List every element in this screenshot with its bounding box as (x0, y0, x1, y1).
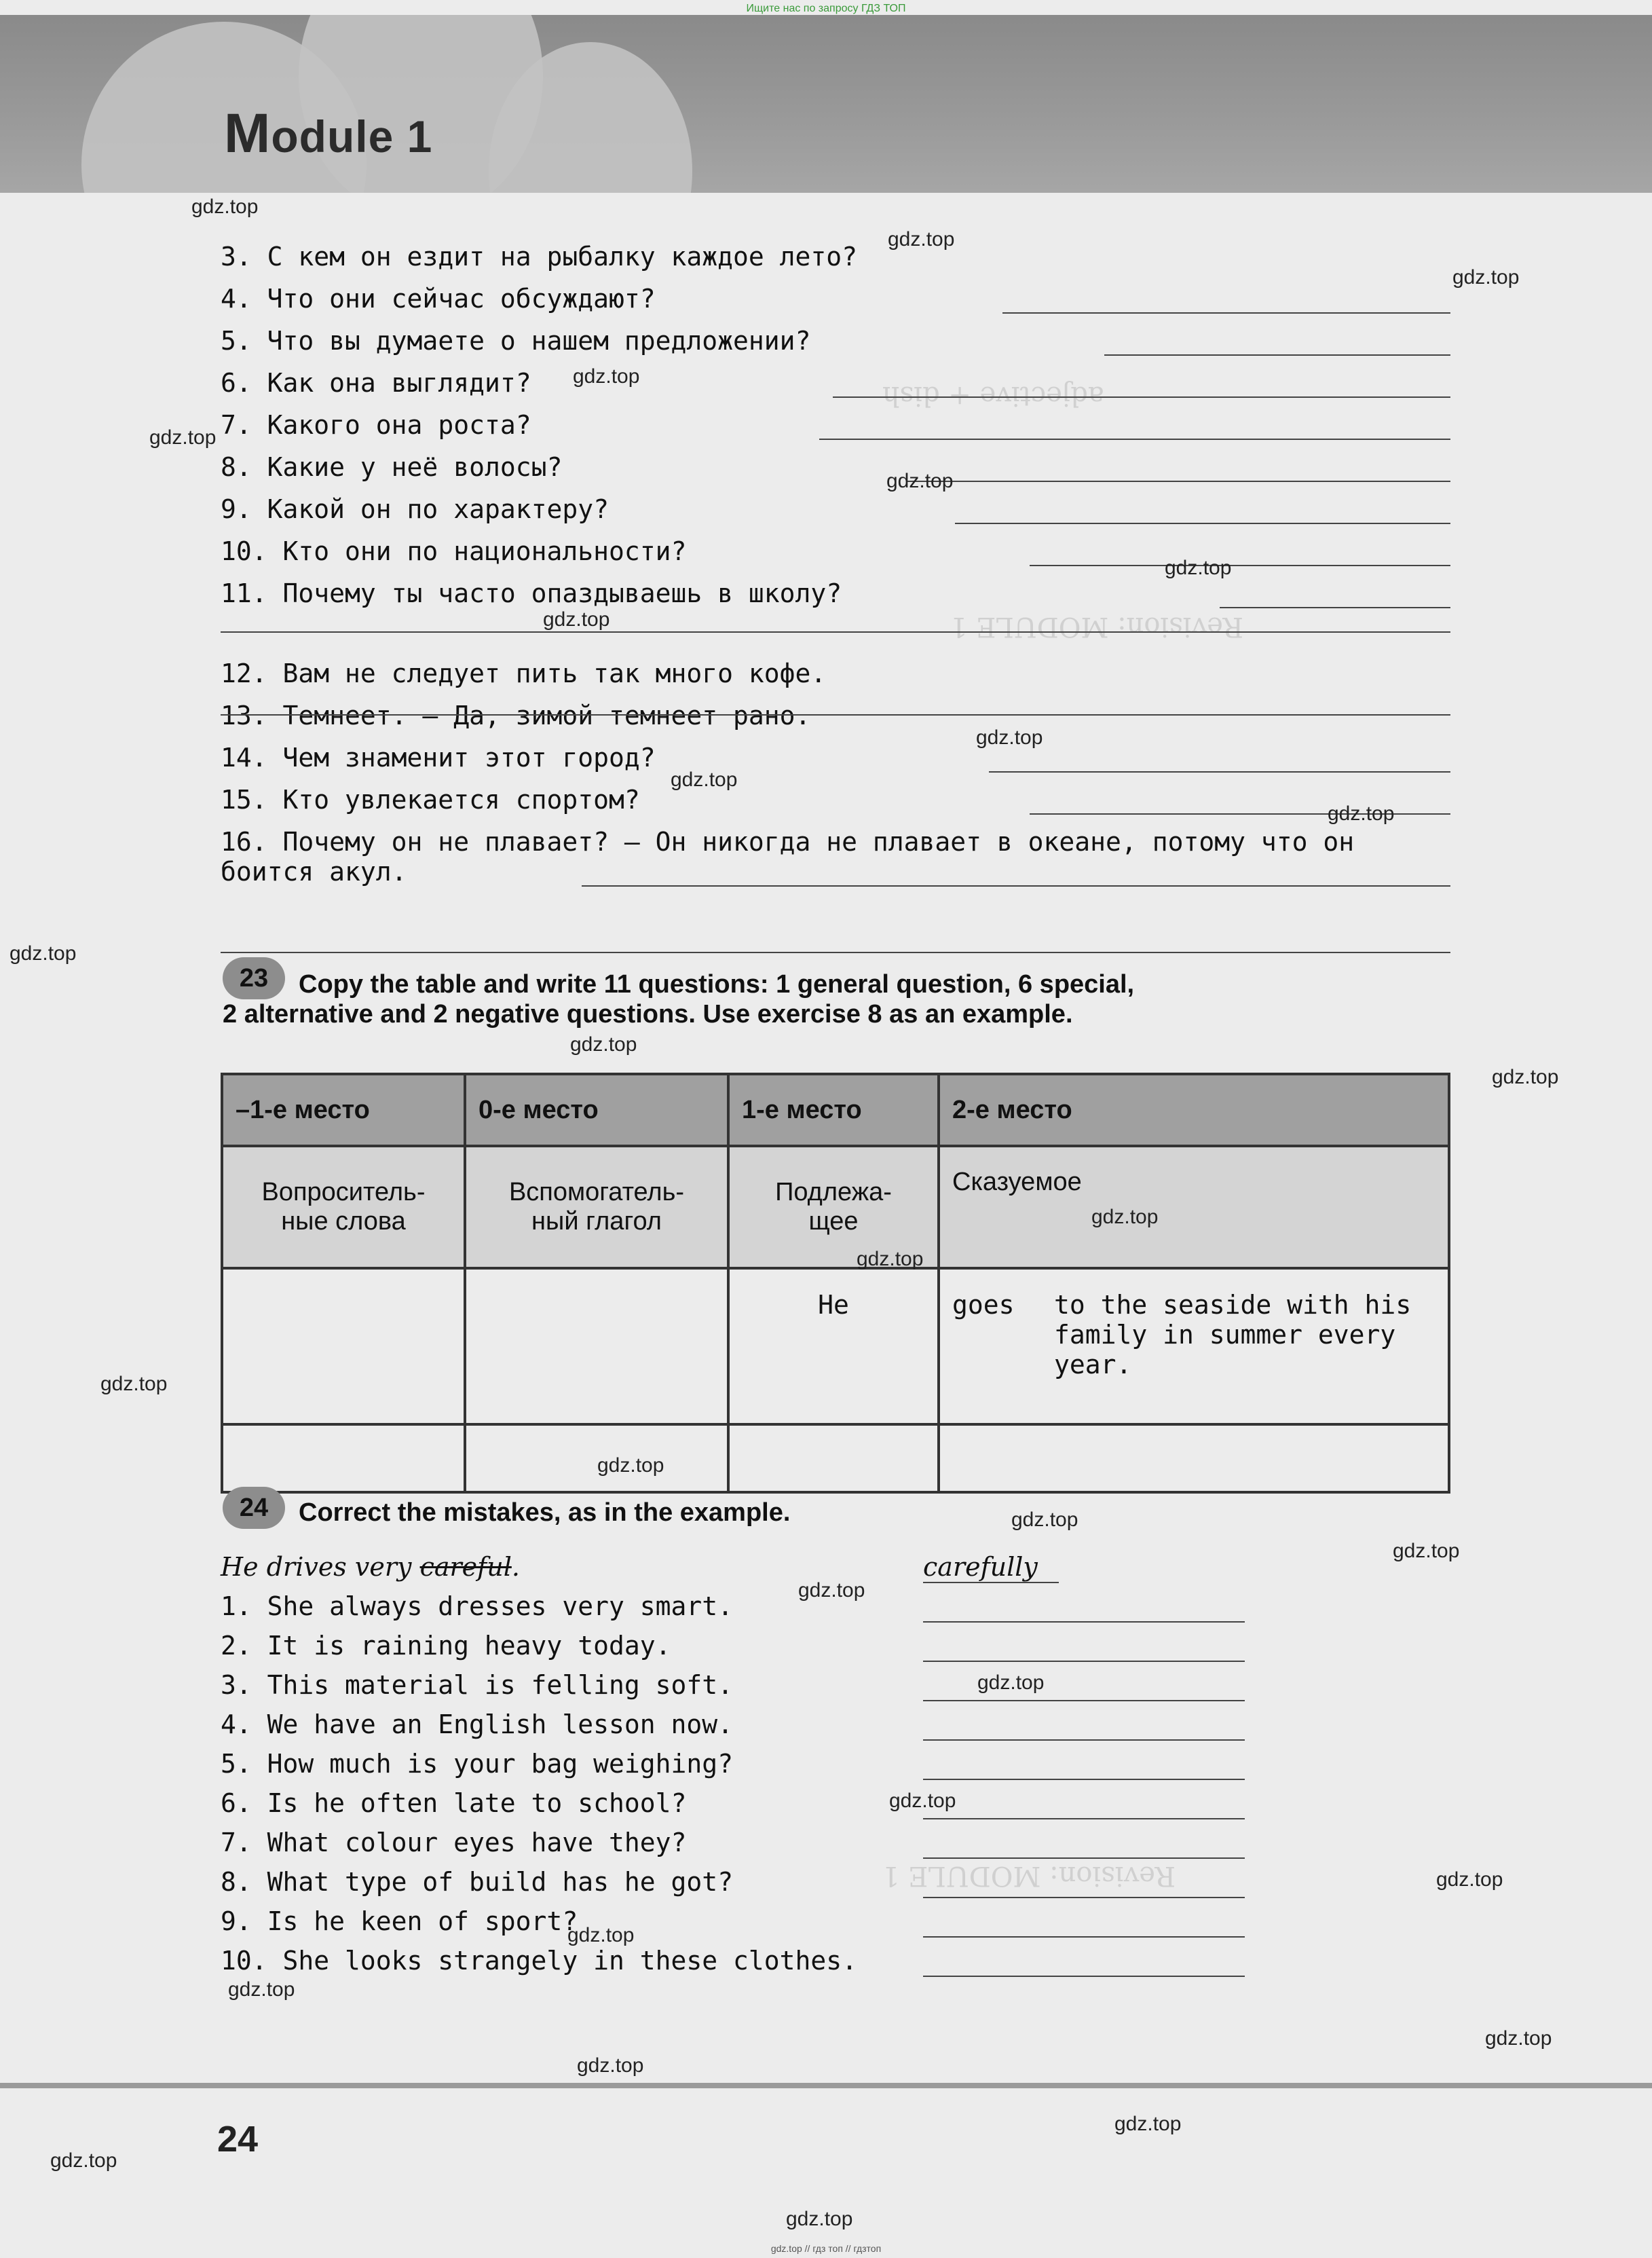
exercise-item: 2. It is raining heavy today. (221, 1631, 671, 1661)
question-number: 8. (221, 452, 252, 482)
footer-bar (0, 2083, 1652, 2088)
question-text: Как она выглядит? (267, 368, 531, 398)
question-number: 5. (221, 326, 252, 356)
watermark-text: gdz.top (149, 426, 217, 449)
watermark-text: gdz.top (1091, 1206, 1159, 1228)
question-table (221, 1073, 1450, 1494)
watermark-text: gdz.top (191, 196, 259, 218)
answer-line[interactable] (923, 1857, 1245, 1859)
table-header-row (222, 1074, 1449, 1146)
watermark-text: gdz.top (786, 2208, 853, 2230)
question-text: Что вы думаете о нашем предложении? (267, 326, 811, 356)
question-line (221, 743, 656, 773)
question-line (221, 785, 640, 815)
table-cell (222, 1424, 465, 1492)
table-cell (728, 1424, 939, 1492)
table-cell: Вспомогатель- ный глагол (465, 1146, 728, 1268)
question-line (221, 326, 810, 356)
question-line (221, 284, 656, 314)
question-text: С кем он ездит на рыбалку каждое лето? (267, 242, 858, 272)
table-cell (465, 1424, 728, 1492)
watermark-text: gdz.top (543, 608, 610, 631)
table-header-cell: 2-е место (939, 1074, 1449, 1146)
answer-line[interactable] (221, 714, 1450, 716)
bleed-through-text: Revision: MODULE 1 (950, 611, 1243, 642)
exercise-item: 3. This material is felling soft. (221, 1670, 733, 1700)
question-number: 10. (221, 536, 267, 566)
answer-line[interactable] (923, 1936, 1245, 1938)
answer-line[interactable] (1002, 312, 1450, 314)
question-line (221, 410, 531, 440)
table-cell: Сказуемое (939, 1146, 1449, 1268)
answer-line[interactable] (955, 523, 1450, 524)
question-number: 9. (221, 494, 252, 524)
answer-line[interactable] (1030, 565, 1450, 566)
watermark-text: gdz.top (1114, 2113, 1182, 2135)
watermark-text: gdz.top (888, 228, 955, 251)
answer-line[interactable] (923, 1661, 1245, 1662)
watermark-text: gdz.top (889, 1790, 956, 1812)
watermark-text: gdz.top (597, 1454, 664, 1477)
watermark-text: gdz.top (1436, 1868, 1503, 1891)
exercise-item: 8. What type of build has he got? (221, 1867, 733, 1897)
question-text: Кто они по национальности? (282, 536, 687, 566)
question-text: Какой он по характеру? (267, 494, 609, 524)
exercise-item: 10. She looks strangely in these clothes. (221, 1946, 857, 1976)
table-header-cell: –1-е место (222, 1074, 465, 1146)
question-number: 16. (221, 827, 267, 857)
question-text: Темнеет. — Да, зимой темнеет рано. (282, 701, 811, 730)
answer-line[interactable] (1220, 607, 1450, 608)
watermark-text: gdz.top (671, 769, 738, 791)
watermark-text: gdz.top (567, 1924, 635, 1946)
watermark-text: gdz.top (1452, 266, 1520, 289)
question-number: 3. (221, 242, 252, 272)
watermark-text: gdz.top (1485, 2027, 1552, 2050)
watermark-text: gdz.top (577, 2054, 644, 2077)
answer-line[interactable] (819, 439, 1450, 440)
question-number: 6. (221, 368, 252, 398)
question-line (221, 701, 810, 730)
exercise-24-title: Correct the mistakes, as in the example. (299, 1498, 791, 1527)
answer-line[interactable] (923, 1897, 1245, 1898)
watermark-text: gdz.top (100, 1373, 168, 1395)
watermark-text: gdz.top (976, 726, 1043, 749)
question-line (221, 242, 857, 272)
question-text: Почему ты часто опаздываешь в школу? (282, 578, 842, 608)
question-text: Кто увлекается спортом? (282, 785, 640, 815)
exercise-23-badge: 23 (223, 957, 285, 999)
question-number: 12. (221, 659, 267, 688)
question-text: Почему он не плавает? — Он никогда не плавает в океане, потому что он (282, 827, 1355, 857)
question-number: 7. (221, 410, 252, 440)
answer-line[interactable] (1104, 354, 1450, 356)
question-text: Какого она роста? (267, 410, 531, 440)
table-cell (939, 1268, 1449, 1424)
table-cell (939, 1424, 1449, 1492)
answer-line[interactable] (833, 396, 1450, 398)
question-line (221, 659, 826, 688)
watermark-text: gdz.top (857, 1248, 924, 1270)
watermark-text: gdz.top (10, 942, 77, 965)
exercise-item: 6. Is he often late to school? (221, 1788, 687, 1818)
watermark-text: gdz.top (570, 1033, 637, 1056)
example-sentence: He drives very careful. (221, 1552, 520, 1582)
answer-line[interactable] (582, 885, 1450, 887)
question-number: 11. (221, 578, 267, 608)
struck-word: careful (419, 1552, 512, 1582)
question-line (221, 536, 686, 566)
exercise-item: 5. How much is your bag weighing? (221, 1749, 733, 1779)
watermark-text: gdz.top (1011, 1509, 1078, 1531)
exercise-item: 4. We have an English lesson now. (221, 1709, 733, 1739)
question-number: 4. (221, 284, 252, 314)
exercise-item: 9. Is he keen of sport? (221, 1906, 578, 1936)
table-cell: Подлежа- щее (728, 1146, 939, 1268)
table-cell: Вопроситель- ные слова (222, 1146, 465, 1268)
question-line (221, 857, 407, 887)
exercise-24-badge: 24 (223, 1487, 285, 1529)
answer-line[interactable] (907, 481, 1450, 482)
watermark-text: gdz.top (50, 2149, 117, 2172)
table-cell (222, 1268, 465, 1424)
example-answer: carefully (923, 1552, 1059, 1583)
table-row (222, 1424, 1449, 1492)
page-number: 24 (217, 2119, 259, 2160)
answer-line[interactable] (989, 771, 1450, 773)
answer-line[interactable] (923, 1700, 1245, 1701)
exercise-item: 7. What colour eyes have they? (221, 1828, 687, 1857)
bleed-through-text: Revision: MODULE 1 (882, 1860, 1176, 1891)
watermark-text: gdz.top (573, 365, 640, 388)
question-text: Вам не следует пить так много кофе. (282, 659, 827, 688)
sentence-rest: to the seaside with his family in summer every year. (1054, 1290, 1412, 1380)
top-note: Ищите нас по запросу ГДЗ ТОП (746, 3, 906, 14)
table-header-cell: 1-е место (728, 1074, 939, 1146)
watermark-text: gdz.top (798, 1579, 865, 1602)
answer-line[interactable] (923, 1976, 1245, 1977)
question-line (221, 494, 609, 524)
table-row (222, 1146, 1449, 1268)
question-line (221, 452, 562, 482)
module-title: Module 1 (224, 103, 433, 164)
question-text: Чем знаменит этот город? (282, 743, 656, 773)
watermark-text: gdz.top (1328, 802, 1395, 825)
question-text: Какие у неё волосы? (267, 452, 563, 482)
question-text: боится акул. (221, 857, 407, 887)
bleed-through-text: adjective + dish (882, 380, 1104, 411)
watermark-text: gdz.top (886, 470, 954, 492)
bottom-note: gdz.top // гдз топ // гдзтоп (770, 2243, 882, 2254)
question-line (221, 578, 842, 608)
table-cell (465, 1268, 728, 1424)
verb-text: goes (952, 1290, 1015, 1320)
answer-line[interactable] (923, 1621, 1245, 1623)
question-number: 15. (221, 785, 267, 815)
question-line (221, 827, 1354, 857)
answer-line[interactable] (923, 1779, 1245, 1780)
watermark-text: gdz.top (1393, 1540, 1460, 1562)
watermark-text: gdz.top (1492, 1066, 1559, 1088)
table-cell: He (728, 1268, 939, 1424)
watermark-text: gdz.top (228, 1978, 295, 2001)
table-row (222, 1268, 1449, 1424)
table-header-cell: 0-е место (465, 1074, 728, 1146)
question-number: 13. (221, 701, 267, 730)
exercise-23-title: Copy the table and write 11 questions: 1 general question, 6 special, 2 alternative and 2 negative questions. Use exercise 8 as an example. (223, 970, 1135, 1029)
exercise-item: 1. She always dresses very smart. (221, 1591, 733, 1621)
watermark-text: gdz.top (977, 1671, 1045, 1694)
question-number: 14. (221, 743, 267, 773)
answer-line[interactable] (923, 1818, 1245, 1819)
answer-line[interactable] (221, 952, 1450, 953)
question-line (221, 368, 531, 398)
watermark-text: gdz.top (1165, 557, 1232, 579)
answer-line[interactable] (923, 1739, 1245, 1741)
answer-line[interactable] (221, 631, 1450, 633)
question-text: Что они сейчас обсуждают? (267, 284, 656, 314)
